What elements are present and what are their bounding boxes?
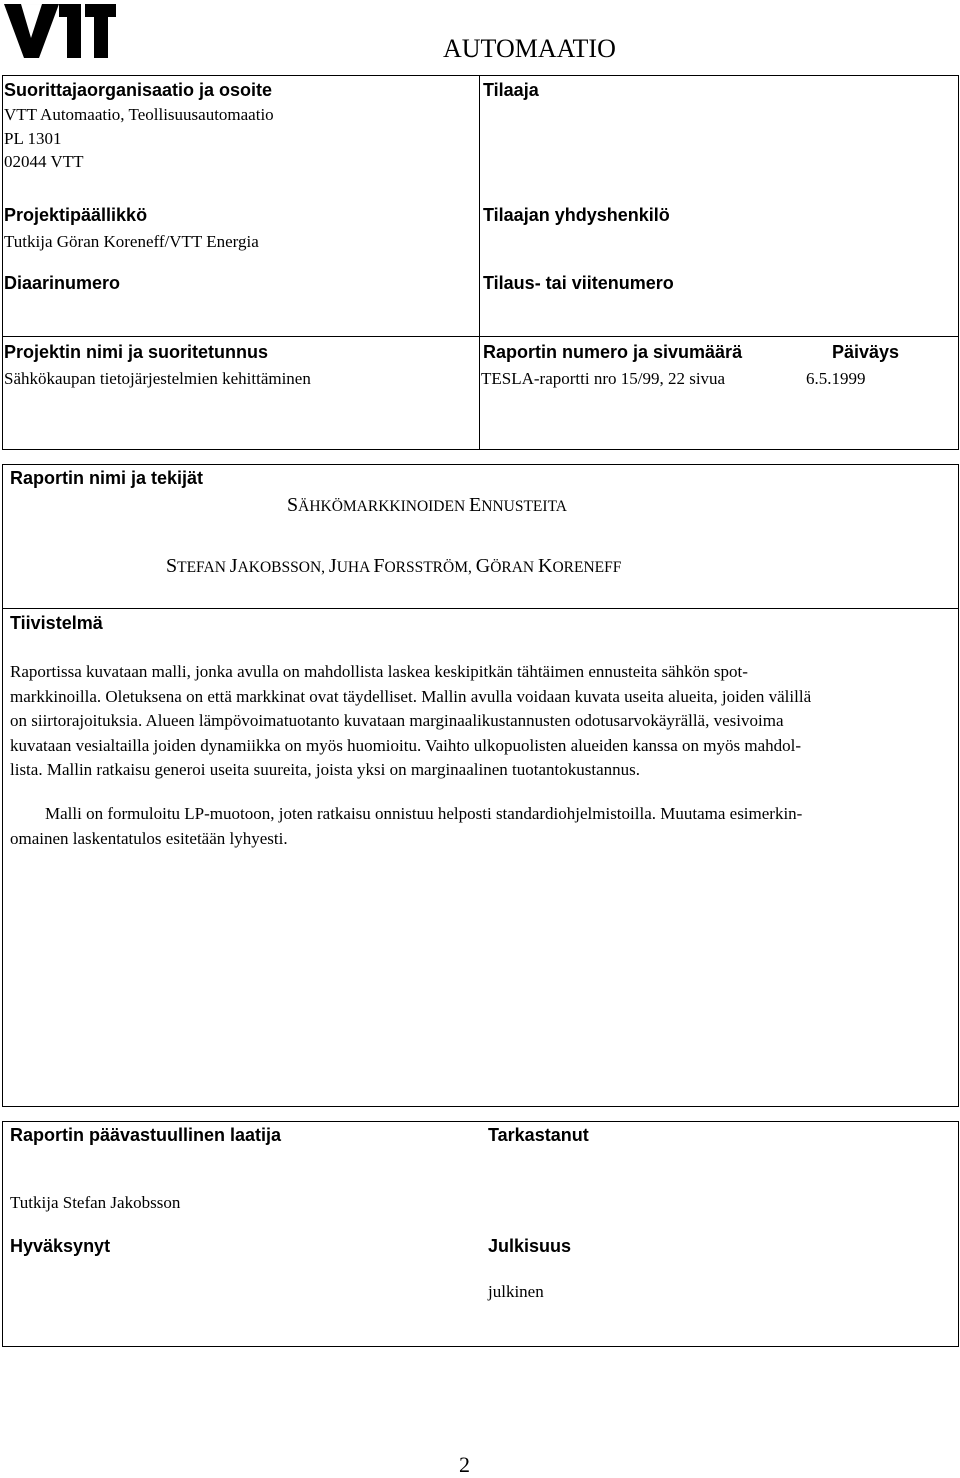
- authors-segment: ORENEFF: [552, 559, 621, 576]
- report-authors: [166, 555, 621, 578]
- abstract-line: omainen laskentatulos esitetään lyhyesti.: [10, 827, 925, 852]
- org-line-1: VTT Automaatio, Teollisuusautomaatio: [4, 105, 274, 125]
- abstract-line: Malli on formuloitu LP-muotoon, joten ratkaisu onnistuu helposti standardiohjelmistoilla. Muutama esimerkin-: [10, 802, 925, 827]
- authors-segment: UHA: [337, 559, 374, 576]
- org-line-2: PL 1301: [4, 129, 61, 149]
- report-number-label: Raportin numero ja sivumäärä: [483, 342, 742, 363]
- abstract-paragraph-1: [10, 660, 925, 783]
- header-form-box: [2, 75, 959, 450]
- checked-by-label: Tarkastanut: [488, 1125, 589, 1146]
- abstract-line: markkinoilla. Oletuksena on että markkinat ovat täydelliset. Mallin avulla voidaan kuvata useita alueita, joiden välillä: [10, 685, 925, 710]
- authors-segment: S: [166, 555, 177, 577]
- org-label: Suorittajaorganisaatio ja osoite: [4, 80, 272, 101]
- header-form-rule: [2, 336, 959, 337]
- report-title-label: Raportin nimi ja tekijät: [10, 468, 203, 489]
- publicity-value: julkinen: [488, 1282, 544, 1302]
- project-manager-value: Tutkija Göran Koreneff/VTT Energia: [4, 232, 259, 252]
- publicity-label: Julkisuus: [488, 1236, 571, 1257]
- header-form-divider: [479, 75, 480, 450]
- abstract-label: Tiivistelmä: [10, 613, 103, 634]
- abstract-line: Raportissa kuvataan malli, jonka avulla on mahdollista laskea keskipitkän tähtäimen ennusteita sähkön spot-: [10, 660, 925, 685]
- report-title: [287, 494, 567, 517]
- abstract-line: kuvataan vesialtailla joiden dynamiikka on myös huomioitu. Vaihto ulkopuolisten alueiden kanssa on myös mahdol-: [10, 734, 925, 759]
- authors-segment: ÖRAN: [490, 559, 538, 576]
- org-line-3: 02044 VTT: [4, 152, 84, 172]
- vtt-logo: [4, 4, 116, 58]
- abstract-line: on siirtorajoituksia. Alueen lämpövoimatuotanto kuvataan marginaalikustannusten odotusarvokäyrällä, vesivoima: [10, 709, 925, 734]
- title-segment: ÄHKÖMARKKINOIDEN: [298, 498, 469, 515]
- title-segment: S: [287, 494, 298, 516]
- page-number: 2: [459, 1452, 470, 1478]
- project-manager-label: Projektipäällikkö: [4, 205, 147, 226]
- authors-segment: F: [373, 555, 384, 577]
- abstract-paragraph-2: [10, 802, 925, 851]
- division-title: AUTOMAATIO: [443, 34, 616, 64]
- authors-segment: AKOBSSON,: [238, 559, 329, 576]
- abstract-line: lista. Mallin ratkaisu generoi useita suureita, joista yksi on marginaalinen tuotantokustannus.: [10, 758, 925, 783]
- project-name-label: Projektin nimi ja suoritetunnus: [4, 342, 268, 363]
- authors-segment: J: [230, 555, 238, 577]
- signoff-box: [2, 1121, 959, 1347]
- report-number-value: TESLA-raportti nro 15/99, 22 sivua: [481, 369, 725, 389]
- date-value: 6.5.1999: [806, 369, 866, 389]
- authors-segment: G: [476, 555, 490, 577]
- responsible-author-value: Tutkija Stefan Jakobsson: [10, 1193, 180, 1213]
- abstract-rule: [2, 608, 959, 609]
- title-segment: NNUSTEITA: [481, 498, 567, 515]
- date-label: Päiväys: [832, 342, 899, 363]
- order-number-label: Tilaus- tai viitenumero: [483, 273, 674, 294]
- authors-segment: TEFAN: [177, 559, 230, 576]
- authors-segment: K: [538, 555, 552, 577]
- diary-number-label: Diaarinumero: [4, 273, 120, 294]
- client-contact-label: Tilaajan yhdyshenkilö: [483, 205, 670, 226]
- authors-segment: ORSSTRÖM,: [384, 559, 475, 576]
- responsible-author-label: Raportin päävastuullinen laatija: [10, 1125, 281, 1146]
- authors-segment: J: [329, 555, 337, 577]
- approved-by-label: Hyväksynyt: [10, 1236, 110, 1257]
- client-label: Tilaaja: [483, 80, 539, 101]
- project-name-value: Sähkökaupan tietojärjestelmien kehittäminen: [4, 369, 311, 389]
- title-segment: E: [469, 494, 481, 516]
